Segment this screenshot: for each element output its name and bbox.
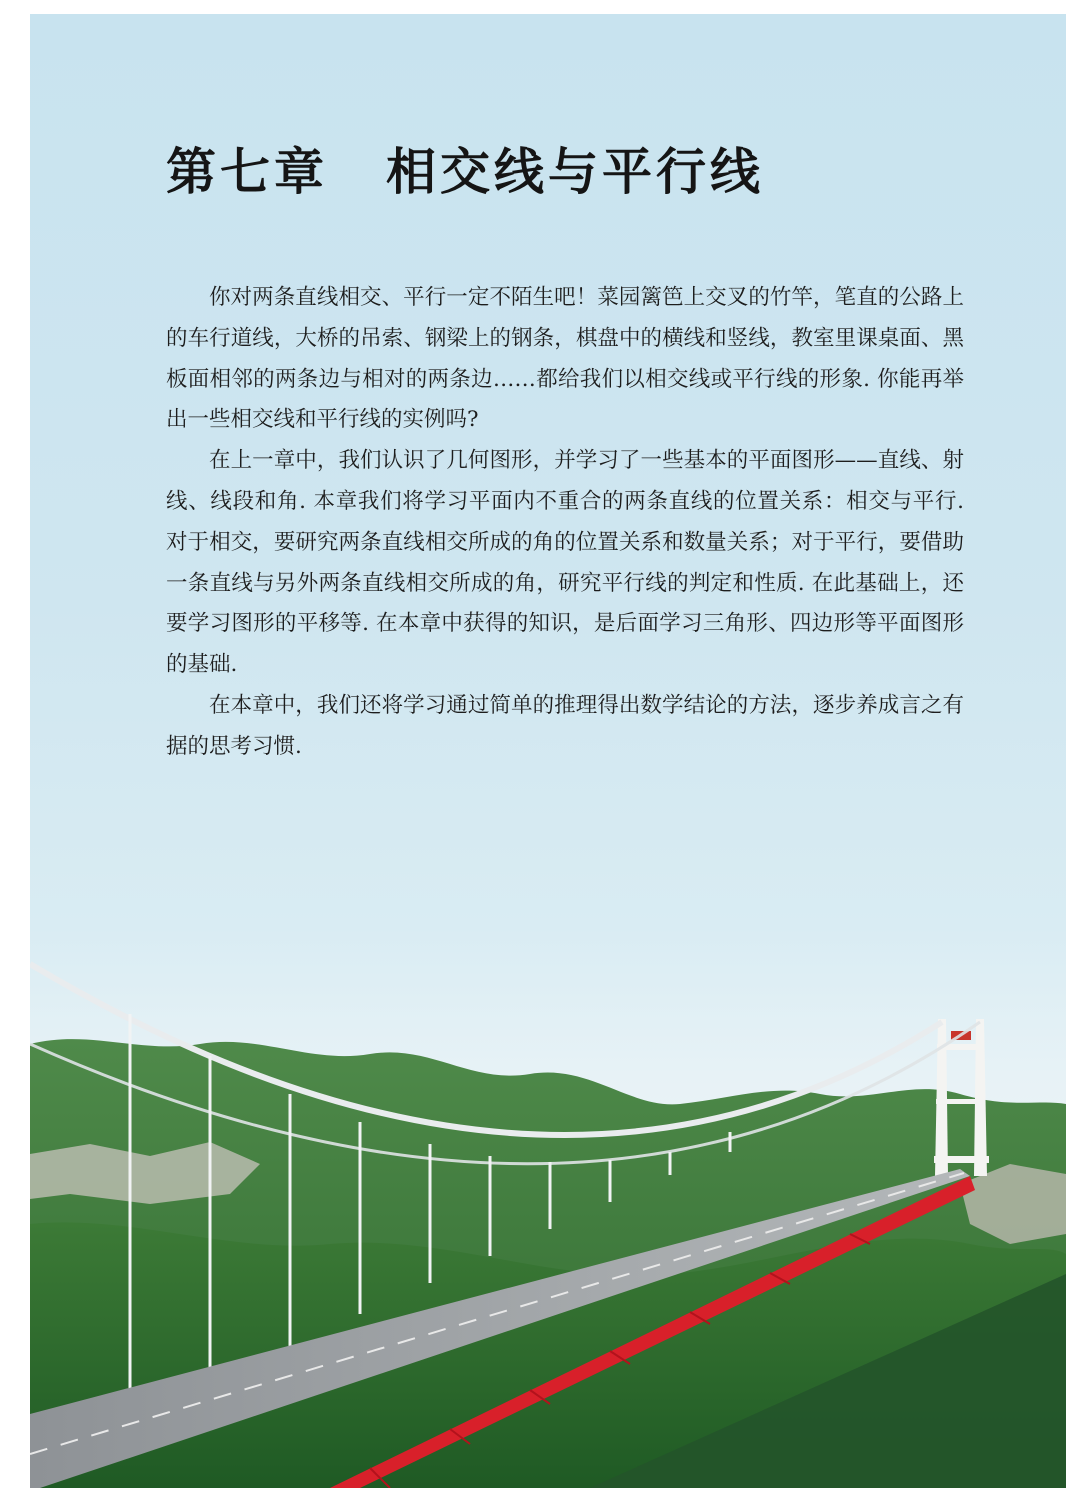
textbook-page [30, 14, 1066, 1488]
chapter-introduction [166, 278, 964, 768]
intro-paragraph-3: 在本章中，我们还将学习通过简单的推理得出数学结论的方法，逐步养成言之有据的思考习惯. [166, 692, 964, 759]
chapter-number: 第七章 [166, 143, 328, 201]
chapter-title [166, 132, 764, 204]
chapter-name: 相交线与平行线 [386, 143, 764, 201]
intro-paragraph-2: 在上一章中，我们认识了几何图形，并学习了一些基本的平面图形——直线、射线、线段和角. 本章我们将学习平面内不重合的两条直线的位置关系：相交与平行. 对于相交，要研究两条直线相交所成的角的位置关系和数量关系；对于平行，要借助一条直线与另外两条直线相交所成的角，研究平行线的判定和性质. 在此基础上，还要学习图形的平移等. 在本章中获得的知识，是后面学习三角形、四边形等平面图形的基础. [166, 448, 964, 678]
intro-paragraph-1: 你对两条直线相交、平行一定不陌生吧！菜园篱笆上交叉的竹竿，笔直的公路上的车行道线，大桥的吊索、钢梁上的钢条，棋盘中的横线和竖线，教室里课桌面、黑板面相邻的两条边与相对的两条边……都给我们以相交线或平行线的形象. 你能再举出一些相交线和平行线的实例吗? [166, 285, 964, 433]
bridge-illustration [30, 894, 1066, 1488]
suspension-bridge-photo [30, 894, 1066, 1488]
